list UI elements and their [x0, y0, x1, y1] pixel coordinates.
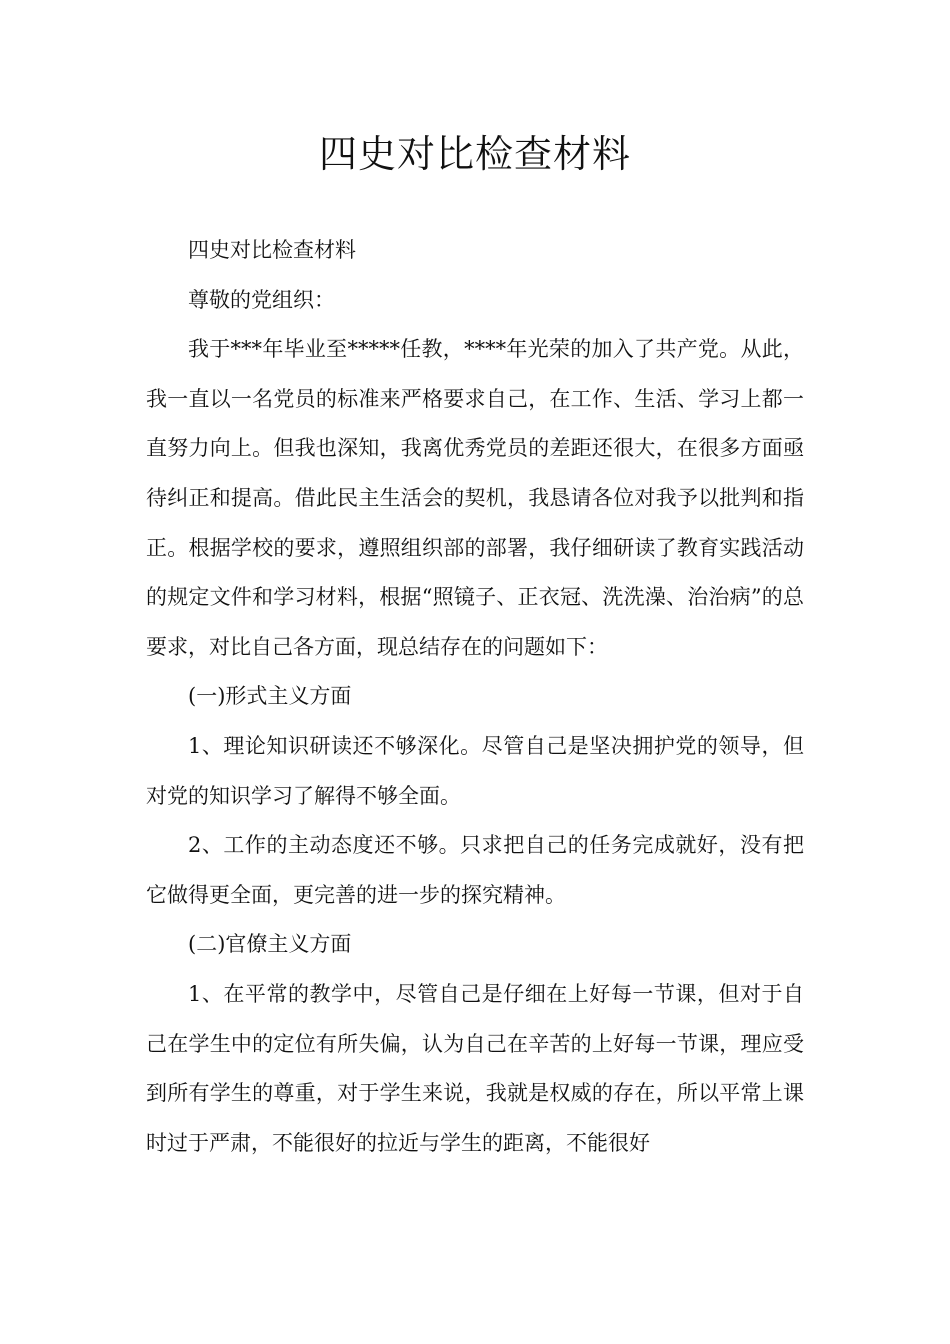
- section-heading-formalism: (一)形式主义方面: [188, 684, 352, 709]
- document-title: 四史对比检查材料: [318, 132, 631, 176]
- paragraph-salutation: 尊敬的党组织：: [188, 287, 335, 312]
- paragraph-formalism-item-1: 1、理论知识研读还不够深化。尽管自己是坚决拥护党的领导，但对党的知识学习了解得不够全面。: [146, 733, 804, 808]
- section-heading-bureaucracy: (二)官僚主义方面: [188, 932, 352, 957]
- paragraph-introduction: 我于***年毕业至*****任教，****年光荣的加入了共产党。从此，我一直以一名党员的标准来严格要求自己，在工作、生活、学习上都一直努力向上。但我也深知，我离优秀党员的差距还很大，在很多方面亟待纠正和提高。借此民主生活会的契机，我恳请各位对我予以批判和指正。根据学校的要求，遵照组织部的部署，我仔细研读了教育实践活动的规定文件和学习材料，根据“照镜子、正衣冠、洗洗澡、治治病”的总要求，对比自己各方面，现总结存在的问题如下：: [146, 337, 804, 659]
- paragraph-heading: 四史对比检查材料: [188, 238, 356, 262]
- document-body: [146, 226, 804, 1168]
- paragraph-formalism-item-2: 2、工作的主动态度还不够。只求把自己的任务完成就好，没有把它做得更全面，更完善的进一步的探究精神。: [146, 833, 804, 907]
- paragraph-bureaucracy-item-1: 1、在平常的教学中，尽管自己是仔细在上好每一节课，但对于自己在学生中的定位有所失偏，认为自己在辛苦的上好每一节课，理应受到所有学生的尊重，对于学生来说，我就是权威的存在，所以平常上课时过于严肃，不能很好的拉近与学生的距离，不能很好: [146, 981, 804, 1155]
